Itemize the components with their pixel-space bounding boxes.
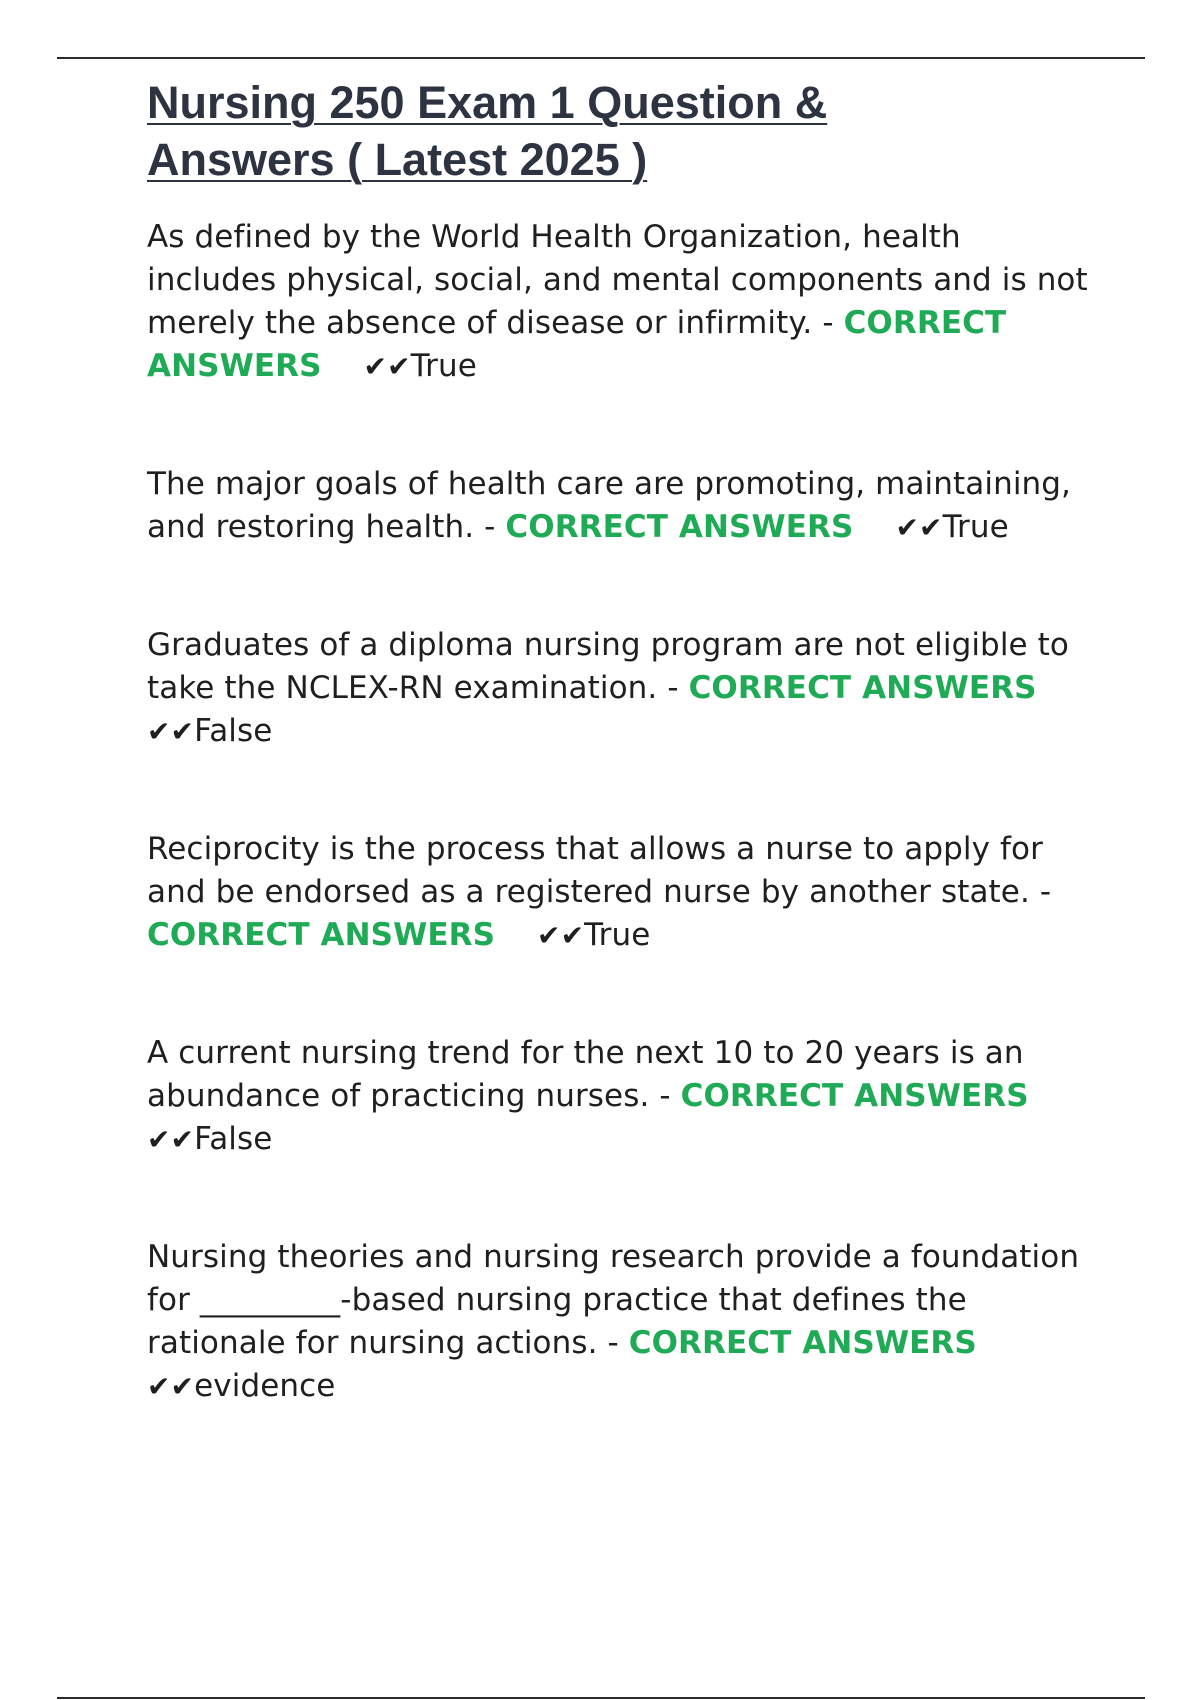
- correct-answers-label: CORRECT ANSWERS: [505, 509, 854, 545]
- correct-answers-label: CORRECT ANSWERS: [680, 1078, 1029, 1114]
- qa-item-2: [147, 463, 1097, 549]
- answer-text: False: [194, 713, 273, 749]
- answer-text: True: [410, 348, 477, 384]
- qa-item-1: [147, 216, 1097, 388]
- correct-answers-label: CORRECT ANSWERS: [147, 305, 1007, 384]
- correct-answers-label: CORRECT ANSWERS: [147, 917, 496, 953]
- qa-item-4: [147, 828, 1097, 957]
- document-title: [147, 74, 1097, 188]
- correct-answers-label: CORRECT ANSWERS: [688, 670, 1037, 706]
- answer-text: False: [194, 1121, 273, 1157]
- checkmark-icon: ✔✔: [147, 1123, 195, 1156]
- qa-list: [147, 216, 1097, 1408]
- top-rule: [57, 57, 1145, 59]
- checkmark-icon: ✔✔: [147, 1370, 195, 1403]
- question-text: The major goals of health care are promoting, maintaining, and restoring health. -: [147, 466, 1072, 545]
- answer-text: True: [942, 509, 1009, 545]
- checkmark-icon: ✔✔: [147, 715, 195, 748]
- qa-item-3: [147, 624, 1097, 753]
- bottom-rule: [57, 1697, 1145, 1699]
- question-text: Reciprocity is the process that allows a nurse to apply for and be endorsed as a registered nurse by another state. -: [147, 831, 1052, 910]
- question-text: Graduates of a diploma nursing program are not eligible to take the NCLEX-RN examination. -: [147, 627, 1069, 706]
- question-text: A current nursing trend for the next 10 to 20 years is an abundance of practicing nurses. -: [147, 1035, 1024, 1114]
- checkmark-icon: ✔✔: [363, 350, 411, 383]
- title-line-1: Nursing 250 Exam 1 Question &: [147, 77, 828, 128]
- answer-text: evidence: [194, 1368, 336, 1404]
- document-body: [147, 74, 1097, 1483]
- answer-text: True: [584, 917, 651, 953]
- question-text: As defined by the World Health Organization, health includes physical, social, and mental components and is not merely the absence of disease or infirmity. -: [147, 219, 1088, 341]
- qa-item-6: [147, 1236, 1097, 1408]
- checkmark-icon: ✔✔: [537, 919, 585, 952]
- checkmark-icon: ✔✔: [895, 511, 943, 544]
- title-line-2: Answers ( Latest 2025 ): [147, 134, 648, 185]
- correct-answers-label: CORRECT ANSWERS: [628, 1325, 977, 1361]
- question-text: Nursing theories and nursing research provide a foundation for _________-based nursing practice that defines the rationale for nursing actions. -: [147, 1239, 1080, 1361]
- qa-item-5: [147, 1032, 1097, 1161]
